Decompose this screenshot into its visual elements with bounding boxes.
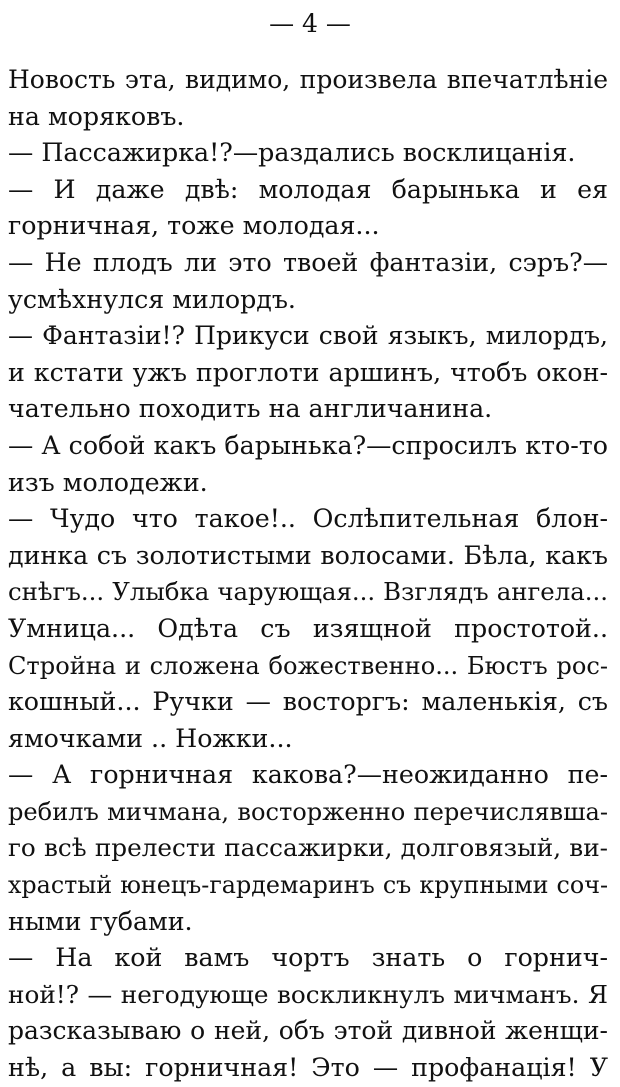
- text-line: — Чудо что такое!.. Ослѣпительная блон-: [8, 504, 608, 534]
- text-line: ной!? — негодующе воскликнулъ мичманъ. Я: [8, 979, 608, 1009]
- text-line: храстый юнецъ-гардемаринъ съ крупными соч-: [8, 871, 608, 900]
- text-line: и кстати ужъ проглоти аршинъ, чтобъ окон-: [8, 357, 608, 387]
- text-line: на моряковъ.: [8, 101, 185, 131]
- text-line: го всѣ прелести пассажирки, долговязый, ви-: [8, 833, 608, 863]
- text-line: — И даже двѣ: молодая барынька и ея: [8, 174, 608, 204]
- text-line: — Фантазіи!? Прикуси свой языкъ, милордъ,: [8, 321, 608, 351]
- text-line: динка съ золотистыми волосами. Бѣла, какъ: [8, 540, 608, 570]
- text-line: ными губами.: [8, 906, 193, 936]
- text-line: ребилъ мичмана, восторженно перечислявша-: [8, 797, 608, 826]
- body-text: [8, 62, 608, 1087]
- text-line: изъ молодежи.: [8, 467, 208, 497]
- text-line: нѣ, а вы: горничная! Это — профанація! У: [8, 1053, 608, 1083]
- text-line: чательно походить на англичанина.: [8, 394, 493, 424]
- text-line: — А горничная какова?—неожиданно пе-: [8, 760, 608, 790]
- text-line: Стройна и сложена божественно... Бюстъ рос-: [8, 651, 608, 680]
- text-line: Умница... Одѣта съ изящной простотой..: [8, 613, 608, 643]
- text-line: Новость эта, видимо, произвела впечатлѣніе: [8, 65, 608, 94]
- text-line: кошный... Ручки — восторгъ: маленькія, съ: [8, 687, 608, 717]
- text-line: снѣгъ... Улыбка чарующая... Взглядъ ангела...: [8, 577, 608, 607]
- text-line: — Не плодъ ли это твоей фантазіи, сэръ?—: [8, 247, 608, 277]
- text-line: — Пассажирка!?—раздались восклицанія.: [8, 138, 576, 168]
- page-number: — 4 —: [269, 9, 351, 38]
- text-line: — А собой какъ барынька?—спросилъ кто-то: [8, 430, 608, 460]
- text-line: — На кой вамъ чортъ знать о горнич-: [8, 943, 608, 973]
- text-line: горничная, тоже молодая...: [8, 211, 380, 241]
- text-line: ямочками .. Ножки...: [8, 723, 293, 753]
- text-line: разсказываю о ней, объ этой дивной женщи-: [8, 1016, 608, 1046]
- text-line: усмѣхнулся милордъ.: [8, 284, 296, 314]
